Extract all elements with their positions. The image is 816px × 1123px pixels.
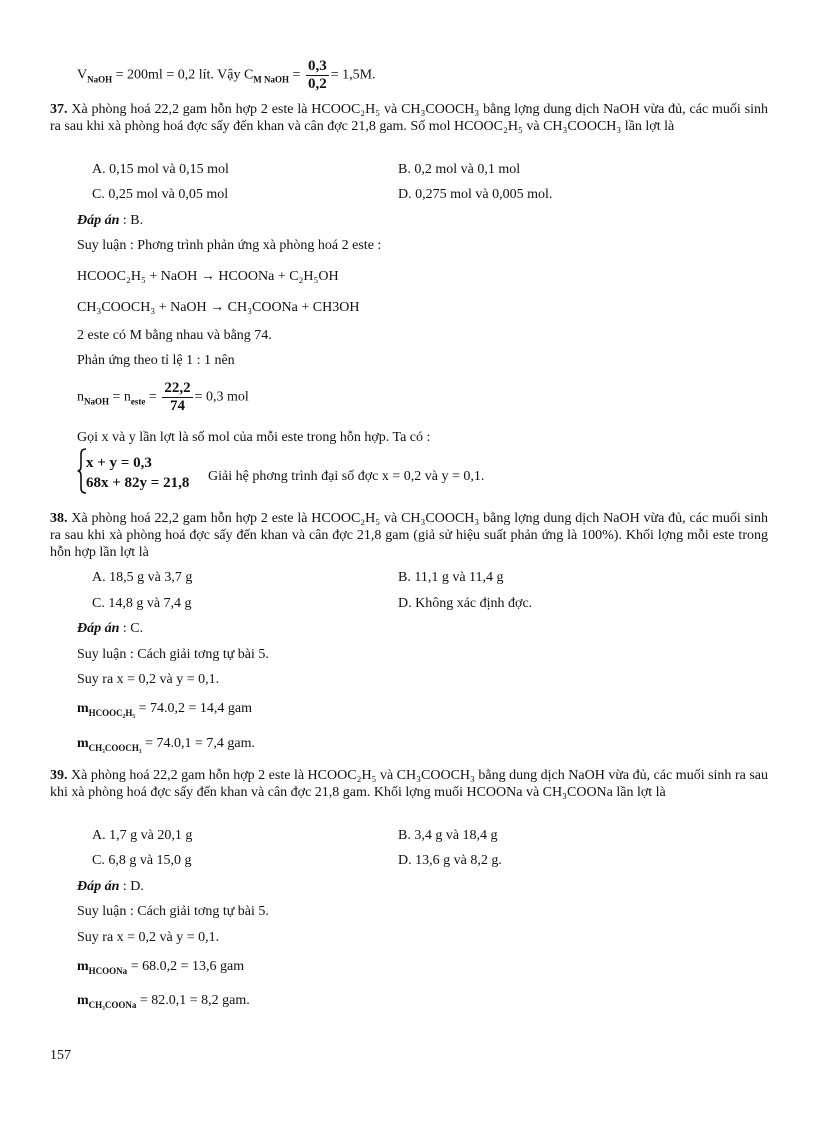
solution-line: 2 este có M bằng nhau và bằng 74. — [77, 328, 272, 343]
option-d: D. 13,6 g và 8,2 g. — [398, 853, 502, 868]
question-text: Xà phòng hoá 22,2 gam hỗn hợp 2 este là HCOOC₂H₅ và CH₃COOCH₃ bằng lợng dung dịch NaOH vừa đủ, các muối sinh ra sau khi xà phòng hoá đợc sấy đến khan và cân đợc 21,8 gam (giả sử hiệu suất phản ứng là 100%). Khối lợng mỗi este trong hỗn hợp lần lợt là — [50, 511, 768, 560]
reaction-1: HCOOC₂H₅ + NaOH → HCOONa + C₂H₅OH — [77, 269, 339, 284]
question-39 — [50, 767, 768, 801]
option-a: A. 0,15 mol và 0,15 mol — [92, 162, 229, 177]
option-c: C. 0,25 mol và 0,05 mol — [92, 187, 229, 202]
option-b: B. 11,1 g và 11,4 g — [398, 570, 504, 585]
question-number: 37. — [50, 102, 68, 117]
question-text: Xà phòng hoá 22,2 gam hỗn hợp 2 este là HCOOC₂H₅ và CH₃COOCH₃ bằng lợng dung dịch NaOH vừa đủ, các muối sinh ra sau khi xà phòng hoá đợc sấy đến khan và cân đợc 21,8 gam. Số mol HCOOC₂H₅ và CH₃COOCH₃ lần lợt là — [50, 102, 768, 134]
fraction: $\frac{0,3}{0,2}$ — [307, 58, 327, 92]
option-a: A. 1,7 g và 20,1 g — [92, 828, 193, 843]
option-a: A. 18,5 g và 3,7 g — [92, 570, 193, 585]
solution-intro: Suy luận : Phơng trình phản ứng xà phòng hoá 2 este : — [77, 238, 382, 253]
mass-equation: $m_{HCOOC_2H_5} = 74.0,2 = 14,4$ gam — [77, 701, 252, 718]
fraction: $\frac{22,2}{74}$ — [164, 380, 191, 414]
question-number: 39. — [50, 768, 68, 783]
top-line: $V_{NaOH} = 200ml = 0,2$ lít. Vậy $C_{M NaOH}$ = $\frac{0,3}{0,2}$ = 1,5M. — [77, 58, 376, 92]
system-result: Giải hệ phơng trình đại số đợc x = 0,2 và y = 0,1. — [208, 469, 485, 484]
question-text: Xà phòng hoá 22,2 gam hỗn hợp 2 este là HCOOC₂H₅ và CH₃COOCH₃ bằng dung dịch NaOH vừa đủ, các muối sinh ra sau khi xà phòng hoá đợc sấy đến khan và cân đợc 21,8 gam. Khối lợng muối HCOONa và CH₃COONa lần lợt là — [50, 768, 768, 800]
answer: Đáp án : B. — [77, 213, 144, 228]
mass-equation: $m_{HCOONa} = 68.0,2 = 13,6$ gam — [77, 959, 245, 976]
page-number: 157 — [50, 1048, 71, 1063]
solution-line: Suy ra x = 0,2 và y = 0,1. — [77, 930, 220, 945]
mass-equation: $m_{CH_3COONa} = 82.0,1 = 8,2$ gam. — [77, 993, 250, 1010]
solution-line: Phản ứng theo tỉ lệ 1 : 1 nên — [77, 353, 235, 368]
option-d: D. Không xác định đợc. — [398, 596, 533, 611]
option-c: C. 6,8 g và 15,0 g — [92, 853, 192, 868]
question-38 — [50, 510, 768, 561]
arrow-icon: → — [200, 269, 215, 284]
question-number: 38. — [50, 511, 68, 526]
option-b: B. 0,2 mol và 0,1 mol — [398, 162, 521, 177]
option-c: C. 14,8 g và 7,4 g — [92, 596, 192, 611]
solution-intro: Suy luận : Cách giải tơng tự bài 5. — [77, 647, 269, 662]
question-37 — [50, 101, 768, 135]
option-d: D. 0,275 mol và 0,005 mol. — [398, 187, 553, 202]
equation-system: x + y = 0,3 68x + 82y = 21,8 — [86, 455, 190, 491]
reaction-2: CH₃COOCH₃ + NaOH → CH₃COONa + CH3OH — [77, 300, 360, 315]
answer: Đáp án : D. — [77, 879, 144, 894]
solution-line: Suy ra x = 0,2 và y = 0,1. — [77, 672, 220, 687]
option-b: B. 3,4 g và 18,4 g — [398, 828, 498, 843]
solution-line: Gọi x và y lần lợt là số mol của mỗi este trong hỗn hợp. Ta có : — [77, 430, 431, 445]
arrow-icon: → — [210, 300, 225, 315]
solution-intro: Suy luận : Cách giải tơng tự bài 5. — [77, 904, 269, 919]
equation-n: $n_{NaOH} = n_{este}$ = $\frac{22,2}{74}$ = 0,3 mol — [77, 380, 249, 414]
answer: Đáp án : C. — [77, 621, 144, 636]
mass-equation: $m_{CH_3COOCH_3} = 74.0,1 = 7,4$ gam. — [77, 736, 255, 753]
